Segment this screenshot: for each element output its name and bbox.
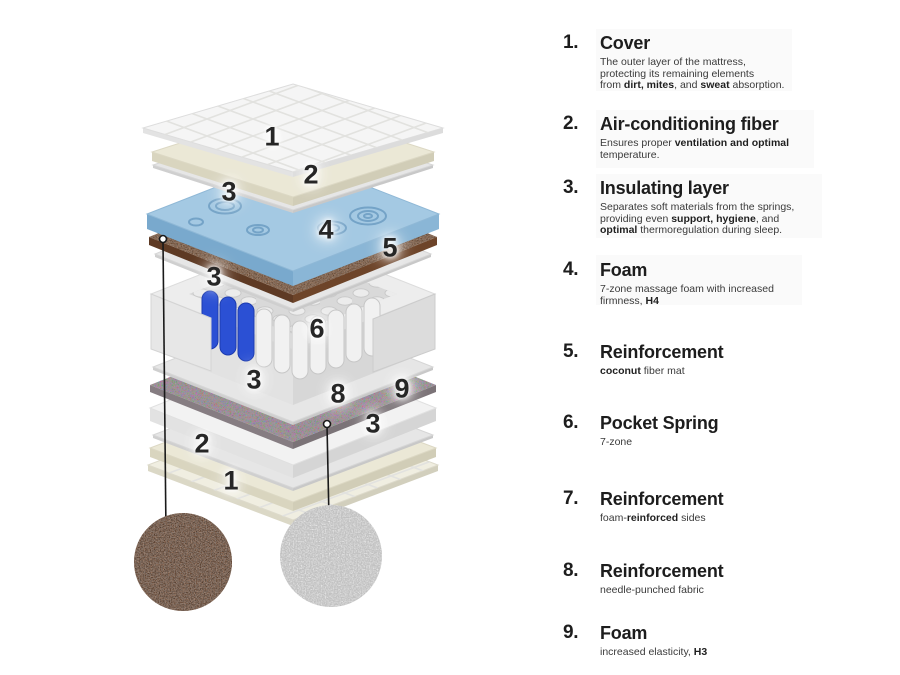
legend-item-description: The outer layer of the mattress, protecting its remaining elements from dirt, mites, and sweat absorption.: [600, 56, 785, 91]
legend-item-title: Reinforcement: [600, 342, 724, 362]
white-pocket-coil: [256, 309, 272, 367]
coconut-callout-ring: [160, 236, 167, 243]
legend-item-title: Foam: [600, 260, 648, 280]
legend-item-number: 8.: [563, 560, 579, 581]
layer-number-label: 2: [194, 428, 210, 459]
legend-item-title: Reinforcement: [600, 561, 724, 581]
legend-item-description: Separates soft materials from the springs, providing even support, hygiene, and optimal thermoregulation during sleep.: [600, 201, 795, 236]
layer-number-label: 3: [221, 176, 237, 207]
foam-swatch-texture: [280, 505, 382, 607]
legend-item-number: 7.: [563, 488, 579, 509]
legend-item-number: 9.: [563, 622, 579, 643]
legend-item-description: needle-punched fabric: [600, 584, 704, 596]
legend-item-pocket-spring: [563, 413, 718, 449]
legend-item-title: Insulating layer: [600, 178, 729, 198]
legend-item-number: 4.: [563, 259, 579, 280]
white-pocket-coil: [309, 313, 326, 374]
legend-item-title: Foam: [600, 623, 648, 643]
legend-item-description: 7-zone massage foam with increased firmness, H4: [600, 283, 774, 307]
legend-item-description: coconut fiber mat: [600, 365, 685, 377]
legend-item-description: 7-zone: [600, 436, 633, 448]
legend-item-foam-h3: [563, 623, 707, 659]
layer-number-label: 9: [394, 373, 410, 404]
legend-item-reinforcement-coconut: [563, 342, 723, 378]
white-pocket-coil: [292, 321, 308, 379]
layer-number-label: 5: [382, 232, 398, 263]
layer-number-label: 2: [303, 159, 319, 190]
coconut-swatch-texture: [134, 513, 232, 611]
legend-item-number: 5.: [563, 341, 579, 362]
legend-item-title: Reinforcement: [600, 489, 724, 509]
layer-number-label: 1: [264, 121, 280, 152]
layer-number-label: 3: [206, 261, 222, 292]
legend-item-number: 3.: [563, 177, 579, 198]
layer-number-label: 1: [223, 465, 239, 496]
legend-item-number: 1.: [563, 32, 579, 53]
legend-item-air-conditioning-fiber: [563, 114, 789, 161]
white-pocket-coil: [346, 304, 362, 362]
legend-item-title: Cover: [600, 33, 651, 53]
white-pocket-coil: [328, 310, 344, 368]
layer-number-label: 6: [309, 313, 325, 344]
blue-pocket-coil: [220, 297, 236, 355]
legend-item-foam-h4: [563, 260, 774, 307]
legend-item-reinforcement-sides: [563, 489, 723, 525]
legend-item-insulating-layer: [563, 178, 794, 237]
layer-number-label: 3: [246, 364, 262, 395]
layer-number-label: 4: [318, 214, 334, 245]
legend-item-description: Ensures proper ventilation and optimal temperature.: [600, 137, 790, 161]
legend-item-description: increased elasticity, H3: [600, 646, 708, 658]
legend-item-reinforcement-fabric: [563, 561, 723, 597]
coconut-texture-swatch: [134, 513, 232, 611]
white-pocket-coil: [274, 315, 290, 373]
foam-callout-ring: [324, 421, 331, 428]
layer-number-label: 3: [365, 408, 381, 439]
legend-item-title: Pocket Spring: [600, 413, 719, 433]
blue-pocket-coil: [238, 303, 254, 361]
legend-item-description: foam-reinforced sides: [600, 512, 706, 524]
legend-item-number: 2.: [563, 113, 579, 134]
foam-texture-swatch: [280, 505, 382, 607]
legend-item-title: Air-conditioning fiber: [600, 114, 779, 134]
legend-item-cover: [563, 33, 784, 92]
legend-item-number: 6.: [563, 412, 579, 433]
layer-number-label: 8: [330, 378, 346, 409]
